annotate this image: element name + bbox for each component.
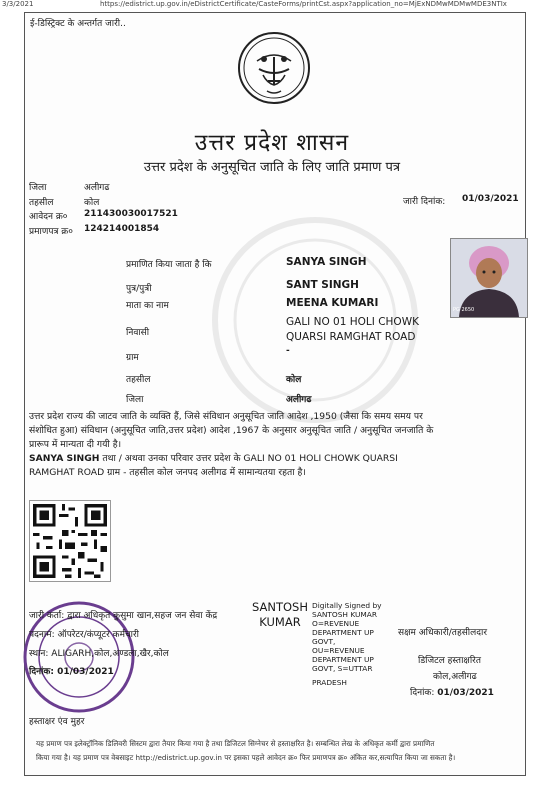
certificate-paragraph [29,410,519,480]
paragraph-line2: संशोधित हुआ) संविधान (अनुसूचित जाति,उत्तर प्रदेश) आदेश ,1967 के अनुसार अनुसूचित जाति / अनुसूचित जनजाति के [29,425,434,436]
district-label: जिला [29,183,47,193]
print-url: https://edistrict.up.gov.in/eDistrictCertificate/CasteForms/printCst.aspx?application_no=MjExNDMwMDMwMDE3NTIx [100,0,507,8]
authority-digital-sig: डिजिटल हस्ताक्षरित [418,656,481,666]
authority-date: दिनांक: 01/03/2021 [410,688,494,698]
father-label: पुत्र/पुत्री [126,284,152,294]
issuer-line1: जारी कर्ता: द्वारा अधिकृत कुसुमा खान,सहज जन सेवा केंद्र [29,611,218,621]
paragraph-line4: SANYA SINGH तथा / अथवा उनका परिवार उत्तर प्रदेश के GALI NO 01 HOLI CHOWK QUARSI [29,453,398,464]
detail-tehsil-label: तहसील [126,375,151,385]
detail-district-value: अलीगढ [286,395,312,405]
photo-caption: PG 2650 [453,307,475,313]
digital-signer-name: SANTOSH KUMAR [251,600,308,629]
district-value: अलीगढ [84,183,110,193]
footer-line2: किया गया है। यह प्रमाण पत्र वेबसाइट http://edistrict.up.gov.in पर इसका पहले आवेदन क्र० फिर प्रमाणपत्र क्र० अंकित कर,सत्यापित किया जा सकता है। [36,753,456,762]
application-no-label: आवेदन क्र० [29,212,68,222]
certificate-no-label: प्रमाणपत्र क्र० [29,227,73,237]
issue-date-value: 01/03/2021 [462,194,519,204]
issuer-line3: स्थान: ALIGARH,कोल,अण्डला,खैर,कोल [29,649,169,659]
mother-label: माता का नाम [126,301,169,311]
verification-qr-code [29,500,111,582]
authority-place: कोल,अलीगढ [433,672,477,682]
paragraph-line3: प्रारूप में मान्यता दी गयी है। [29,439,122,450]
application-no-value: 211430030017521 [84,209,178,219]
issuer-line4: दिनांक: 01/03/2021 [29,667,114,677]
issuer-line2: पदनाम: ऑपरेटर/कंप्यूटर कर्मचारी [29,630,140,640]
print-date: 3/3/2021 [2,0,34,8]
page-subtitle: उत्तर प्रदेश के अनुसूचित जाति के लिए जाति प्रमाण पत्र [143,160,401,175]
mother-name: MEENA KUMARI [286,297,379,309]
print-header [0,0,544,9]
paragraph-name: SANYA SINGH [29,453,100,464]
issuer-line5: हस्ताक्षर एंव मुहर [29,717,85,727]
footer-note [36,737,526,765]
footer-line1: यह प्रमाण पत्र इलेक्ट्रॉनिक डिलिवरी सिस्टम द्वारा तैयार किया गया है तथा डिजिटल सिग्नेचर से हस्ताक्षरित है। सम्बन्धित लेख के अधिकृत कर्मी द्वारा प्रमाणित [36,739,435,748]
up-government-emblem [237,31,311,105]
address-line1: GALI NO 01 HOLI CHOWK [286,316,419,328]
authority-title: सक्षम अधिकारी/तहसीलदार [398,628,488,638]
address-line2: QUARSI RAMGHAT ROAD [286,331,416,343]
father-name: SANT SINGH [286,279,359,291]
certified-label: प्रमाणित किया जाता है कि [126,260,212,270]
paragraph-line1: उत्तर प्रदेश राज्य की जाटव जाति के व्यक्ति हैं, जिसे संविधान अनुसूचित जाति आदेश ,1950 (जैसा कि समय समय पर [29,411,423,422]
certificate-no-value: 124214001854 [84,224,160,234]
digital-signature-details: Digitally Signed by SANTOSH KUMAR O=REVENUE DEPARTMENT UP GOVT, OU=REVENUE DEPARTMENT UP GOVT, S=UTTAR PRADESH [312,601,382,687]
applicant-photo [450,238,528,318]
village-label: ग्राम [126,353,139,363]
paragraph-line5: RAMGHAT ROAD ग्राम - तहसील कोल जनपद अलीगढ में सामान्यतया रहता है। [29,467,306,478]
detail-district-label: जिला [126,395,144,405]
detail-tehsil-value: कोल [286,375,302,385]
issue-date-label: जारी दिनांक: [403,197,446,207]
tehsil-value: कोल [84,198,100,208]
village-value: - [286,346,290,356]
page-title: उत्तर प्रदेश शासन [194,130,350,156]
tehsil-label: तहसील [29,198,54,208]
resident-label: निवासी [126,328,150,338]
top-note: ई-डिस्ट्रिक्ट के अन्तर्गत जारी.. [30,19,126,29]
applicant-name: SANYA SINGH [286,256,367,268]
